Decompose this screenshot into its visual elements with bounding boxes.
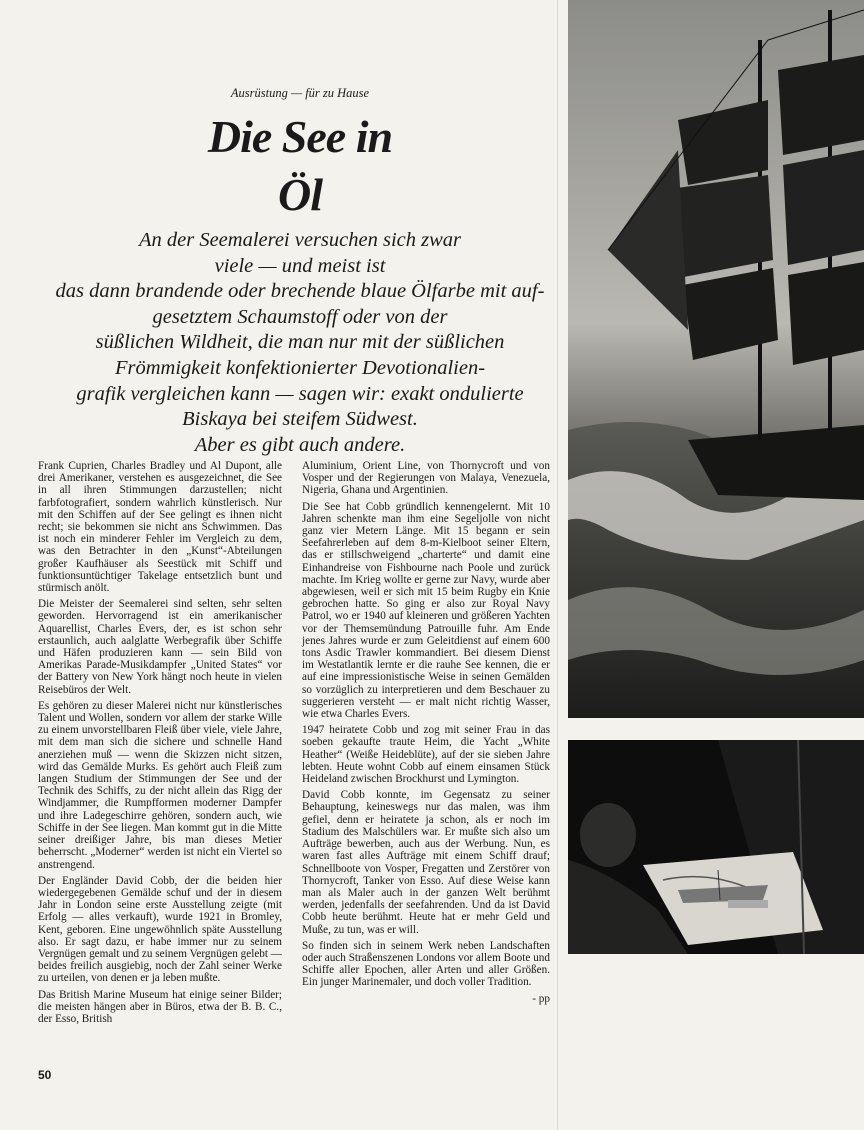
paragraph: 1947 heiratete Cobb und zog mit seiner Frau in das soeben gekaufte traute Heim, die Yacht „White Heather“ (Weiße Heideblüte), auf der sie sieben Jahre lebten. Heute wohnt Cobb auf einem einsamen Stück Heideland zwischen Brockhurst und Lymington. — [302, 724, 550, 786]
article-title — [40, 108, 560, 224]
paragraph: Das British Marine Museum hat einige seiner Bilder; die meisten hängen aber in Büros, etwa der B. B. C., der Esso, British — [38, 988, 282, 1025]
title-line: Öl — [278, 169, 322, 220]
painting-sailing-ship — [568, 0, 864, 718]
lead-line: gesetztem Schaumstoff oder von der — [152, 305, 448, 328]
paragraph: Frank Cuprien, Charles Bradley und Al Dupont, alle drei Amerikaner, verstehen es ausgezeichnet, die See in all ihren Stimmungen darzustellen; nicht farbfotografiert, sondern wahrlich künstlerisch. Nur mit den Schiffen auf der See gelingt es ihnen nicht recht; sie bekommen sie nicht ans Schwimmen. Das ist noch ein minderer Fehler im Vergleich zu dem, was den Betrachter in den „Kunst“-Abteilungen großer Kaufhäuser als Seestück mit Schiff und funktionsuntüchtiger Takelage entsetzlich bunt und stürmisch anölt. — [38, 460, 282, 595]
lead-line: Aber es gibt auch andere. — [194, 433, 406, 456]
lead-line: An der Seemalerei versuchen sich zwar — [138, 229, 462, 251]
photo-artist-at-work — [568, 740, 864, 954]
lead-line: das dann brandende oder brechende blaue Ölfarbe mit auf- — [55, 280, 545, 303]
author-signature: - pp — [532, 992, 550, 1005]
article-lead — [30, 228, 570, 458]
body-column-left — [38, 460, 282, 1029]
lead-line: süßlichen Wildheit, die man nur mit der süßlichen — [95, 331, 505, 354]
body-column-right — [302, 460, 550, 1005]
paragraph: Aluminium, Orient Line, von Thornycroft und von Vosper und der Regierungen von Malaya, Venezuela, Nigeria, Ghana und Argentinien. — [302, 460, 550, 497]
section-kicker: Ausrüstung — für zu Hause — [230, 86, 370, 100]
page-number: 50 — [38, 1068, 52, 1082]
paragraph: Die Meister der Seemalerei sind selten, sehr selten geworden. Hervorragend ist ein amerikanischer Aquarellist, Charles Evers, der, es ist schon sehr erstaunlich, auch aalglatte Werbegrafik über Schiffe und Häfen produzieren kann — sein Bild von Amerikas Parade-Musikdampfer „United States“ vor der Battery von New York hängt noch heute in vielen Reisebüros der Welt. — [38, 598, 282, 696]
lead-line: Frömmigkeit konfektionierter Devotionalien- — [114, 356, 486, 379]
paragraph: David Cobb konnte, im Gegensatz zu seiner Behauptung, keineswegs nur das malen, was ihm gefiel, denn er heiratete ja schon, als er noch im Stadium des Malschülers war. Er mußte sich also um Aufträge bewerben, auch aus der Werbung. Nun, es waren fast alles Aufträge mit einem Schiff drauf; Schnellboote von Vosper, Fregatten und Zerstörer von Thornycroft, Tanker von Esso. Auf diese Weise kann man als Maler auch in der ganzen Welt berühmt werden, jedenfalls der seefahrenden. Und da ist David Cobb heute berühmt. Heute hat er mehr Geld und Muße, zu tun, was er will. — [302, 789, 550, 936]
paragraph: Der Engländer David Cobb, der die beiden hier wiedergegebenen Gemälde schuf und der in diesem Jahr in London seine erste Ausstellung zeigte (mit Erfolg — alles verkauft), wurde 1921 in Bromley, Kent, geboren. Eine ungewöhnlich späte Ausstellung also. Er sagt dazu, er habe immer nur zu seinem Vergnügen gemalt und zu seinem Vergnügen gelebt — beides freilich ausgiebig, noch der Zahl seiner Werke zu urteilen, von denen er ja leben mußte. — [38, 874, 282, 985]
paragraph: So finden sich in seinem Werk neben Landschaften oder auch Straßenszenen Londons vor allem Boote und Schiffe aller Epochen, aller Arten und aller Größen. Ein junger Marinemaler, und doch voller Tradition. — [302, 939, 550, 989]
title-line: Die See in — [207, 111, 393, 162]
paragraph: Es gehören zu dieser Malerei nicht nur künstlerisches Talent und Wollen, sondern vor allem der starke Wille zu einem unvorstellbaren Fleiß über viele, viele Jahre, mit dem man sich die sichere und schnelle Hand anerziehen muß — wenn die Skizzen nicht sitzen, wird das Gemälde Murks. Es gehört auch Fleiß zum langen Studium der Stimmungen der See und der Technik des Schiffs, zu der nicht allein das Rigg der Windjammer, die Rumpfformen moderner Dampfer und ihre Ladegeschirre gehören, sondern auch, wie Schiffe in der See liegen. Man kommt gut in die Mitte seiner dreißiger Jahre, bis man dieses Metier beherrscht. „Moderner“ werden ist nicht ein Viertel so anstrengend. — [38, 699, 282, 871]
lead-line: Biskaya bei steifem Südwest. — [182, 408, 418, 431]
lead-line: grafik vergleichen kann — sagen wir: exakt ondulierte — [76, 382, 524, 405]
lead-line: viele — und meist ist — [214, 254, 386, 277]
paragraph: Die See hat Cobb gründlich kennengelernt. Mit 10 Jahren schenkte man ihm eine Segeljolle von nicht ganz vier Metern Länge. Mit 15 begann er sein Seefahrerleben auf dem 8-m-Kielboot seiner Eltern, das er stillschweigend „charterte“ und damit eine Einhandreise von Fishbourne nach Poole und zurück machte. Im Krieg wollte er gerne zur Navy, wurde aber abgewiesen, weil er sich mit 15 beim Rugby ein Knie gebrochen hatte. So ging er also zur Royal Navy Patrol, wo er 1940 auf kleineren und größeren Yachten vor der Themsemündung Patrouille fuhr. Am Ende jenes Jahres wurde er zum Geleitdienst auf einem 600 tons Asdic Trawler kommandiert. Bei diesem Dienst im Westatlantik lernte er die rauhe See kennen, die er auf eine impressionistische Weise in seinen Gemälden so vorzüglich zu interpretieren und dem Beschauer zu suggerieren versteht — er malt nicht richtig Wasser, wie etwa Charles Evers. — [302, 500, 550, 721]
